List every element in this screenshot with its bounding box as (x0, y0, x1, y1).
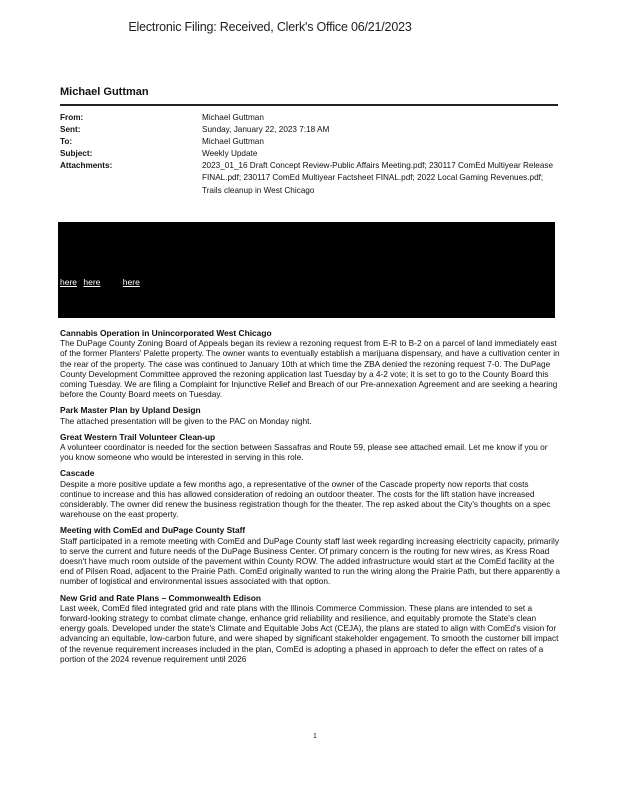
filing-stamp: Electronic Filing: Received, Clerk's Office 06/21/2023 (128, 20, 412, 34)
redacted-banner (58, 222, 555, 318)
here-link[interactable]: here (122, 277, 140, 287)
section-heading: Cannabis Operation in Unincorporated West Chicago (60, 328, 272, 338)
header-value: 2023_01_16 Draft Concept Review-Public Affairs Meeting.pdf; 230117 ComEd Multiyear Release FINAL.pdf; 230117 ComEd Multiyear Factsheet FINAL.pdf; 2022 Local Gaming Revenues.pdf; Trails cleanup in West Chicago (202, 161, 554, 195)
header-divider (60, 104, 558, 106)
header-value: Sunday, January 22, 2023 7:18 AM (202, 125, 330, 135)
section-text: The attached presentation will be given to the PAC on Monday night. (60, 415, 312, 426)
email-body (60, 328, 562, 670)
header-key: Subject: (60, 149, 93, 159)
header-key: Attachments: (60, 161, 113, 171)
here-link[interactable]: here (83, 277, 101, 287)
header-key: From: (60, 113, 84, 122)
section-text: The DuPage County Zoning Board of Appeals began its review a rezoning request from E-R to B-2 on a parcel of land immediately east of the former Planters' Palette property. The owner wants to eventually establish a marijuana dispensary, and have a cultivation center in the rear of the property. The case was continued to January 10th at which time the ZBA denied the rezoning request 7-0. The DuPage County Development Committee approved the rezoning application last Tuesday by a 4-2 vote; it is set to go to the County Board this coming Tuesday. We are filing a Complaint for Injunctive Relief and Breach of our Pre-annexation Agreement and are seeking a hearing before the County Board meets on Tuesday. (60, 338, 560, 400)
section-cannabis (60, 328, 562, 399)
header-value: Michael Guttman (202, 113, 264, 122)
section-text: Despite a more positive update a few months ago, a representative of the owner of the Cascade property now reports that costs continue to increase and this has allowed consideration of redoing an outdoor theater. The costs for the lift station have increased considerably. The owner did renew the business registration though for the theater. The rep asked about the City's thoughts on a spec warehouse on the east property. (60, 478, 551, 520)
header-key: To: (60, 137, 73, 147)
header-value: Weekly Update (202, 149, 258, 159)
header-value: Michael Guttman (202, 137, 264, 147)
section-heading: Cascade (60, 468, 95, 479)
section-heading: Park Master Plan by Upland Design (60, 405, 201, 416)
page-number: 1 (313, 733, 317, 740)
section-heading: Meeting with ComEd and DuPage County Staff (60, 525, 246, 536)
section-park-master-plan (60, 405, 562, 425)
section-heading: New Grid and Rate Plans – Commonwealth Edison (60, 592, 262, 603)
section-comed-meeting (60, 525, 562, 586)
section-cascade (60, 468, 562, 519)
here-link[interactable]: here (60, 277, 78, 287)
section-trail-cleanup (60, 432, 562, 463)
email-header (60, 112, 560, 197)
header-row-attachments (60, 160, 560, 196)
header-row-from (60, 112, 560, 124)
sender-name: Michael Guttman (60, 86, 149, 98)
header-key: Sent: (60, 125, 81, 135)
banner-links (60, 277, 144, 287)
header-row-to (60, 136, 560, 148)
section-text: Staff participated in a remote meeting with ComEd and DuPage County staff last week regarding increasing electricity capacity, primarily to serve the current and future needs of the DuPage Business Center. Of primary concern is the routing for new wires, as Kress Road doesn't have much room outside of the pavement within County ROW. The added infrastructure would start at the ComEd facility at the end of Pilsen Road, adjacent to the Prairie Path. ComEd originally wanted to run the wiring along the Prairie Path, but there apparently a number of logistical and environmental issues associated with that option. (60, 535, 560, 587)
section-grid-rate-plans (60, 593, 562, 664)
section-heading: Great Western Trail Volunteer Clean-up (60, 431, 216, 442)
header-row-subject (60, 148, 560, 160)
section-text: Last week, ComEd filed integrated grid and rate plans with the Illinois Commerce Commission. These plans are intended to set a forward-looking strategy to combat climate change, enhance grid reliability and resilience, and equitably promote the State's clean energy goals. Developed under the state's Climate and Equitable Jobs Act (CEJA), the plans are stated to align with ComEd's vision for advancing an equitable, low-carbon future, and were shaped by significant stakeholder engagement. To smooth the customer bill impact of the revenue requirement increases included in the plan, ComEd is adopting a phased in approach to defer the effect on rates of a portion of the 2024 revenue requirement until 2026 (60, 602, 559, 664)
section-text: A volunteer coordinator is needed for the section between Sassafras and Route 59, please see attached email. Let me know if you or you know someone who would be interested in serving in this role. (60, 442, 548, 463)
header-row-sent (60, 124, 560, 136)
